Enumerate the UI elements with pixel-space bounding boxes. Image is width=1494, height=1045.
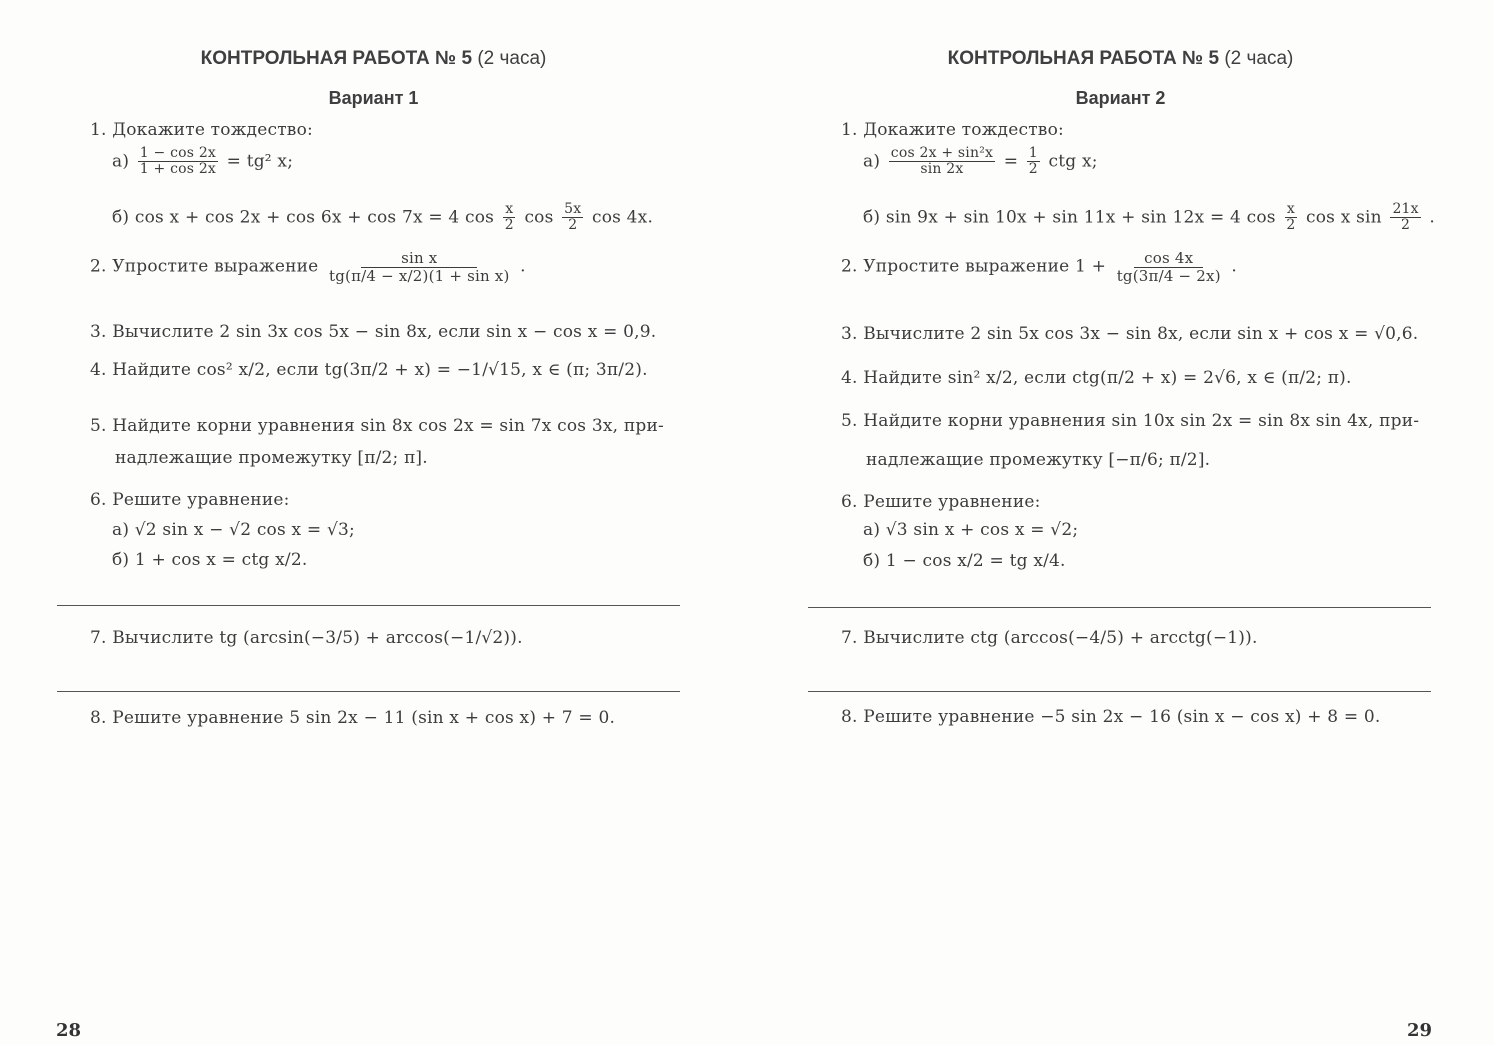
- fraction: $\frac{1}{2}$: [1028, 145, 1038, 178]
- divider: [57, 605, 680, 606]
- task-8: 8. Решите уравнение −5 sin 2x − 16 (sin x − cos x) + 8 = 0.: [841, 707, 1381, 727]
- task-6-heading: 6. Решите уравнение:: [90, 490, 290, 510]
- variant-heading: Вариант 1: [328, 88, 419, 108]
- task-6b: б) 1 + cos x = ctg x/2.: [112, 550, 308, 570]
- task-6a: а) √2 sin x − √2 cos x = √3;: [112, 520, 355, 540]
- fraction: $\frac{\text{cos 2x + sin²x}}{\sin 2x}$: [890, 145, 994, 178]
- fraction: $\frac{x}{2}$: [504, 201, 514, 234]
- page-title: КОНТРОЛЬНАЯ РАБОТА № 5 (2 часа): [947, 48, 1294, 69]
- task-1b: б) cos x + cos 2x + cos 6x + cos 7x = 4 cos $\frac{x}{2}$ cos $\frac{5x}{2}$ cos 4x.: [112, 201, 654, 234]
- task-5-line-2: надлежащие промежутку [π/2; π].: [115, 448, 428, 468]
- fraction: $\frac{\cos 4x}{tg(3\pi/4 - 2x)}$: [1116, 249, 1221, 285]
- task-1-heading: 1. Докажите тождество:: [90, 120, 313, 140]
- right-page: [747, 0, 1494, 1045]
- divider: [808, 691, 1431, 692]
- fraction: $\frac{5x}{2}$: [564, 201, 582, 234]
- task-1-heading: 1. Докажите тождество:: [841, 120, 1064, 140]
- fraction: $\frac{21x}{2}$: [1392, 201, 1419, 234]
- task-5-line-1: 5. Найдите корни уравнения sin 8x cos 2x = sin 7x cos 3x, при-: [90, 416, 664, 436]
- task-4: 4. Найдите sin² x/2, если ctg(π/2 + x) = 2√6, x ∈ (π/2; π).: [841, 368, 1352, 388]
- page-number: 29: [1407, 1020, 1433, 1041]
- task-6b: б) 1 − cos x/2 = tg x/4.: [863, 551, 1066, 571]
- page-number: 28: [56, 1020, 82, 1041]
- task-2: 2. Упростите выражение 1 + $\frac{\cos 4x}{tg(3\pi/4 - 2x)}$ .: [841, 249, 1237, 285]
- divider: [808, 607, 1431, 608]
- task-3: 3. Вычислите 2 sin 5x cos 3x − sin 8x, если sin x + cos x = √0,6.: [841, 324, 1419, 344]
- fraction: $\frac{x}{2}$: [1286, 201, 1296, 234]
- task-6-heading: 6. Решите уравнение:: [841, 492, 1041, 512]
- task-2: 2. Упростите выражение $\frac{\text{sin x}}{\text{tg(π/4 − x/2)(1 + sin x)}}$ .: [90, 249, 526, 285]
- task-7: 7. Вычислите tg (arcsin(−3/5) + arccos(−1/√2)).: [90, 628, 523, 648]
- task-5-line-1: 5. Найдите корни уравнения sin 10x sin 2x = sin 8x sin 4x, при-: [841, 411, 1420, 431]
- task-6a: а) √3 sin x + cos x = √2;: [863, 520, 1079, 540]
- task-4: 4. Найдите cos² x/2, если tg(3π/2 + x) = −1/√15, x ∈ (π; 3π/2).: [90, 360, 648, 380]
- task-1a: а) $\frac{1 - \cos 2x}{1 + \cos 2x}$ = tg² x;: [112, 145, 294, 178]
- task-1a: а) $\frac{\text{cos 2x + sin²x}}{\sin 2x}$ = $\frac{1}{2}$ ctg x;: [863, 145, 1098, 178]
- task-1b: б) sin 9x + sin 10x + sin 11x + sin 12x = 4 cos $\frac{x}{2}$ cos x sin $\frac{21x}{2}$ .: [863, 201, 1435, 234]
- task-8: 8. Решите уравнение 5 sin 2x − 11 (sin x + cos x) + 7 = 0.: [90, 708, 616, 728]
- task-3: 3. Вычислите 2 sin 3x cos 5x − sin 8x, если sin x − cos x = 0,9.: [90, 322, 657, 342]
- fraction: $\frac{1 - \cos 2x}{1 + \cos 2x}$: [139, 145, 217, 178]
- divider: [57, 691, 680, 692]
- task-5-line-2: надлежащие промежутку [−π/6; π/2].: [866, 450, 1211, 470]
- page-title: КОНТРОЛЬНАЯ РАБОТА № 5 (2 часа): [200, 48, 547, 69]
- fraction: $\frac{\text{sin x}}{\text{tg(π/4 − x/2)(1 + sin x)}}$: [329, 249, 510, 285]
- task-7: 7. Вычислите ctg (arccos(−4/5) + arcctg(−1)).: [841, 628, 1258, 648]
- variant-heading: Вариант 2: [1075, 88, 1166, 108]
